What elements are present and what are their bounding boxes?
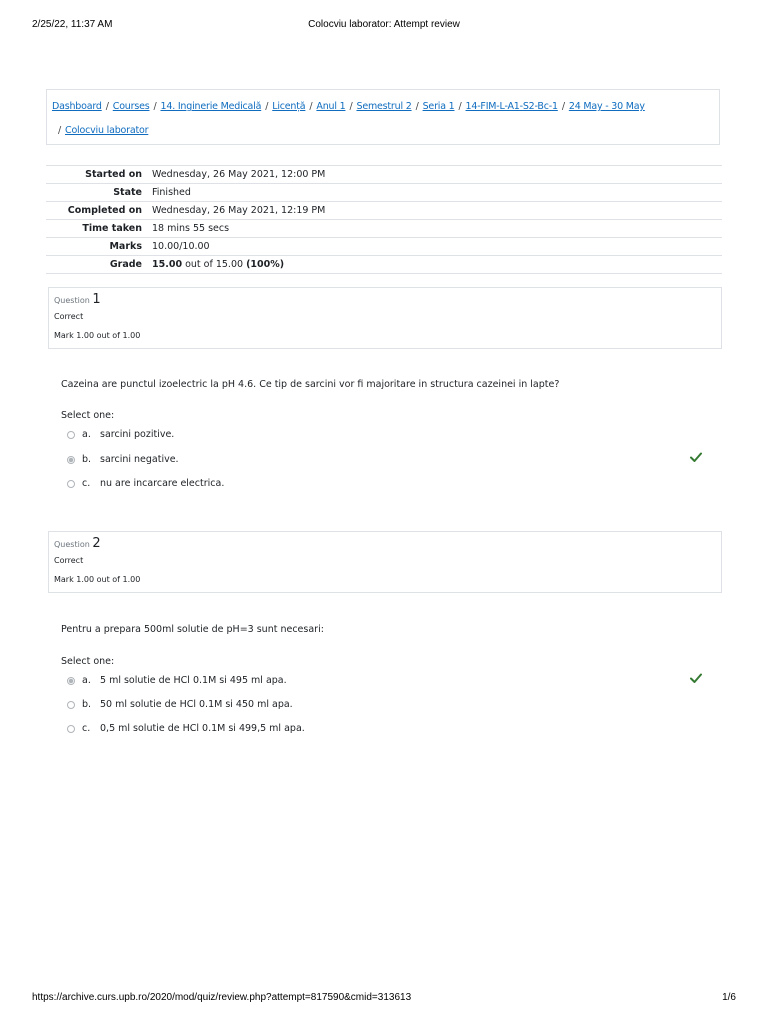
option-letter: a.: [82, 675, 91, 686]
question-state: Correct: [54, 556, 84, 565]
check-icon: [690, 452, 702, 462]
check-icon: [690, 673, 702, 683]
summary-label: Grade: [46, 256, 146, 274]
grade-percent: (100%): [246, 259, 285, 270]
summary-value: Wednesday, 26 May 2021, 12:19 PM: [146, 202, 722, 220]
select-one-prompt: Select one:: [61, 410, 115, 421]
question-number: Question 1: [54, 292, 101, 307]
option-letter: b.: [82, 454, 92, 465]
radio-button[interactable]: [67, 701, 75, 709]
question-text: Pentru a prepara 500ml solutie de pH=3 sunt necesari:: [61, 624, 324, 635]
summary-label: Time taken: [46, 220, 146, 238]
answer-option[interactable]: [67, 723, 305, 734]
breadcrumb-series[interactable]: Seria 1: [422, 101, 455, 112]
breadcrumb-course[interactable]: 14-FIM-L-A1-S2-Bc-1: [465, 101, 558, 112]
option-text: nu are incarcare electrica.: [100, 478, 225, 489]
question-state: Correct: [54, 312, 84, 321]
option-text: 50 ml solutie de HCl 0.1M si 450 ml apa.: [100, 699, 293, 710]
question-number: Question 2: [54, 536, 101, 551]
summary-label: Marks: [46, 238, 146, 256]
breadcrumb-year[interactable]: Anul 1: [316, 101, 346, 112]
breadcrumb-dashboard[interactable]: Dashboard: [52, 101, 102, 112]
breadcrumb: Dashboard / Courses / 14. Inginerie Medicală / Licență / Anul 1 / Semestrul 2 / Seria 1 / 14-FIM-L-A1-S2-Bc-1 / 24 May - 30 May / Colocviu laborator: [46, 89, 720, 145]
summary-row-completed: [46, 202, 722, 220]
summary-row-marks: [46, 238, 722, 256]
summary-value: Finished: [146, 184, 722, 202]
summary-label: State: [46, 184, 146, 202]
option-text: 5 ml solutie de HCl 0.1M si 495 ml apa.: [100, 675, 287, 686]
radio-button-selected[interactable]: [67, 456, 75, 464]
summary-value: 10.00/10.00: [146, 238, 722, 256]
summary-label: Completed on: [46, 202, 146, 220]
answer-option[interactable]: [67, 478, 224, 489]
print-url: https://archive.curs.upb.ro/2020/mod/quiz/review.php?attempt=817590&cmid=313613: [32, 992, 412, 1003]
option-letter: c.: [82, 478, 91, 489]
breadcrumb-category[interactable]: 14. Inginerie Medicală: [160, 101, 262, 112]
radio-button-selected[interactable]: [67, 677, 75, 685]
print-page-number: 1/6: [722, 992, 736, 1003]
select-one-prompt: Select one:: [61, 656, 115, 667]
question-mark: Mark 1.00 out of 1.00: [54, 331, 141, 340]
question-text: Cazeina are punctul izoelectric la pH 4.6. Ce tip de sarcini vor fi majoritare in structura cazeinei in lapte?: [61, 379, 560, 390]
breadcrumb-licenta[interactable]: Licență: [272, 101, 306, 112]
option-letter: b.: [82, 699, 92, 710]
answer-option-selected[interactable]: [67, 454, 179, 465]
summary-value: [146, 256, 722, 274]
summary-row-state: [46, 184, 722, 202]
answer-option[interactable]: [67, 429, 174, 440]
radio-button[interactable]: [67, 725, 75, 733]
option-text: sarcini pozitive.: [100, 429, 175, 440]
print-datetime: 2/25/22, 11:37 AM: [32, 19, 113, 30]
question-info-2: [48, 531, 722, 593]
option-text: sarcini negative.: [100, 454, 179, 465]
option-text: 0,5 ml solutie de HCl 0.1M si 499,5 ml apa.: [100, 723, 305, 734]
print-title: Colocviu laborator: Attempt review: [308, 19, 460, 30]
radio-button[interactable]: [67, 431, 75, 439]
grade-score: 15.00: [152, 259, 183, 270]
grade-out-of: out of 15.00: [185, 259, 244, 270]
question-info-1: [48, 287, 722, 349]
summary-row-time: [46, 220, 722, 238]
summary-value: 18 mins 55 secs: [146, 220, 722, 238]
breadcrumb-semester[interactable]: Semestrul 2: [356, 101, 412, 112]
summary-row-grade: [46, 256, 722, 274]
option-letter: a.: [82, 429, 91, 440]
breadcrumb-courses[interactable]: Courses: [112, 101, 150, 112]
summary-row-started: [46, 166, 722, 184]
summary-label: Started on: [46, 166, 146, 184]
question-mark: Mark 1.00 out of 1.00: [54, 575, 141, 584]
option-letter: c.: [82, 723, 91, 734]
answer-option-selected[interactable]: [67, 675, 287, 686]
breadcrumb-quiz[interactable]: Colocviu laborator: [65, 125, 149, 136]
attempt-summary-table: [46, 165, 722, 274]
radio-button[interactable]: [67, 480, 75, 488]
answer-option[interactable]: [67, 699, 293, 710]
breadcrumb-section[interactable]: 24 May - 30 May: [568, 101, 645, 112]
summary-value: Wednesday, 26 May 2021, 12:00 PM: [146, 166, 722, 184]
